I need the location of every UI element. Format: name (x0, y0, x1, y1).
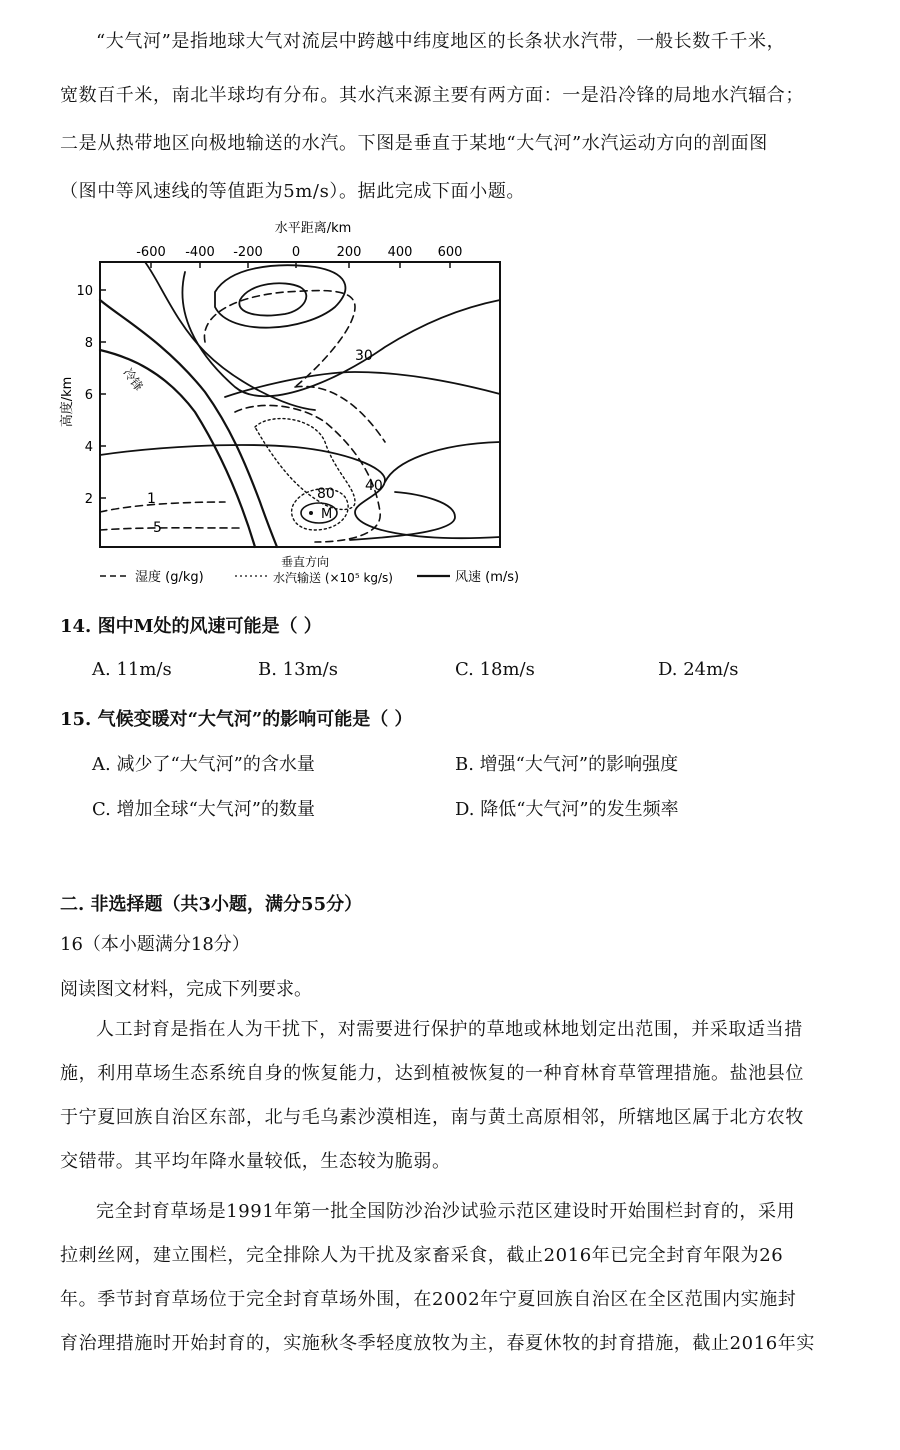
intro-line-4: （图中等风速线的等值距为5m/s）。据此完成下面小题。 (60, 181, 526, 202)
transport-contour (255, 419, 355, 510)
humidity-contour (295, 386, 385, 442)
q15-option-b[interactable]: B. 增强“大气河”的影响强度 (455, 754, 679, 775)
para2-line-1: 完全封育草场是1991年第一批全国防沙治沙试验示范区建设时开始围栏封育的，采用 (96, 1201, 796, 1222)
x-tick-label: -200 (233, 245, 263, 260)
para2-line-2: 拉刺丝网，建立围栏，完全排除人为干扰及家畜采食，截止2016年已完全封育年限为26 (60, 1245, 784, 1266)
q16-instruction: 阅读图文材料，完成下列要求。 (60, 979, 312, 1000)
question-14-stem: 14. 图中M处的风速可能是（ ） (60, 616, 322, 637)
x-tick-label: -400 (185, 245, 215, 260)
q14-option-d[interactable]: D. 24m/s (658, 659, 739, 680)
cross-section-svg (55, 212, 545, 592)
legend-transport-line2: 水汽输送 (×10⁵ kg/s) (273, 571, 393, 585)
humidity-contours (100, 291, 385, 542)
y-tick-label: 6 (84, 388, 93, 403)
para1-line-3: 于宁夏回族自治区东部，北与毛乌素沙漠相连，南与黄土高原相邻，所辖地区属于北方农牧 (60, 1107, 804, 1128)
atmospheric-river-cross-section-figure (55, 212, 545, 592)
humidity-value-label: 1 (147, 491, 156, 507)
para1-line-1: 人工封育是指在人为干扰下，对需要进行保护的草地或林地划定出范围，并采取适当措 (96, 1019, 803, 1040)
y-tick-label: 2 (84, 492, 93, 507)
material-paragraph-2 (60, 1190, 860, 1366)
q14-option-b[interactable]: B. 13m/s (258, 659, 338, 680)
wind-contour (182, 272, 500, 396)
humidity-contour-5 (100, 528, 240, 530)
section-2-title: 二. 非选择题（共3小题，满分55分） (60, 894, 363, 915)
x-tick-label: -600 (136, 245, 166, 260)
y-tick-label: 4 (84, 440, 93, 455)
humidity-value-label: 5 (153, 520, 162, 536)
q15-option-c[interactable]: C. 增加全球“大气河”的数量 (92, 799, 315, 820)
intro-line-1: “大气河”是指地球大气对流层中跨越中纬度地区的长条状水汽带，一般长数千千米， (96, 31, 786, 52)
intro-line-2: 宽数百千米，南北半球均有分布。其水汽来源主要有两方面：一是沿冷锋的局地水汽辐合； (60, 85, 804, 106)
wind-jet-core (239, 283, 306, 315)
x-tick-label: 200 (336, 245, 362, 260)
y-tick-label: 10 (76, 284, 93, 299)
humidity-contour-1 (100, 502, 225, 512)
para2-line-4: 育治理措施时开始封育的，实施秋冬季轻度放牧为主，春夏休牧的封育措施，截止2016年实 (60, 1333, 816, 1354)
q14-option-c[interactable]: C. 18m/s (455, 659, 535, 680)
transport-value-label: 80 (317, 486, 335, 502)
x-tick-label: 400 (387, 245, 413, 260)
intro-paragraph-cont (60, 74, 860, 214)
para1-line-4: 交错带。其平均年降水量较低，生态较为脆弱。 (60, 1151, 451, 1172)
wind-value-label: 40 (365, 478, 383, 494)
q15-option-a[interactable]: A. 减少了“大气河”的含水量 (92, 754, 315, 775)
wind-contour (385, 442, 500, 482)
x-tick-label: 0 (291, 245, 301, 260)
contours (100, 262, 500, 547)
y-tick-label: 8 (84, 336, 93, 351)
question-15-stem: 15. 气候变暖对“大气河”的影响可能是（ ） (60, 709, 413, 730)
m-point-label: M (321, 507, 333, 522)
legend-transport-line1: 垂直方向 (280, 555, 330, 569)
wind-contour (100, 350, 255, 547)
x-tick-label: 600 (437, 245, 463, 260)
para2-line-3: 年。季节封育草场位于完全封育草场外围，在2002年宁夏回族自治区在全区范围内实施封 (60, 1289, 797, 1310)
wind-jet-contour (215, 265, 345, 327)
q14-option-a[interactable]: A. 11m/s (92, 659, 172, 680)
q16-title: 16（本小题满分18分） (60, 934, 250, 955)
material-paragraph-1 (60, 1008, 860, 1184)
intro-paragraph (60, 20, 860, 64)
wind-contour (100, 300, 277, 547)
m-point-dot (309, 511, 313, 515)
y-axis-title: 高度/km (60, 376, 75, 428)
wind-contour (225, 372, 500, 397)
cold-front-label: 冷锋 (120, 365, 146, 394)
para1-line-2: 施，利用草场生态系统自身的恢复能力，达到植被恢复的一种育林育草管理措施。盐池县位 (60, 1063, 804, 1084)
q15-option-d[interactable]: D. 降低“大气河”的发生频率 (455, 799, 679, 820)
wind-value-label: 30 (355, 348, 373, 364)
legend-humidity: 湿度 (g/kg) (135, 570, 204, 585)
x-axis-title: 水平距离/km (274, 221, 352, 236)
intro-line-3: 二是从热带地区向极地输送的水汽。下图是垂直于某地“大气河”水汽运动方向的剖面图 (60, 133, 768, 154)
legend-wind: 风速 (m/s) (455, 570, 520, 585)
